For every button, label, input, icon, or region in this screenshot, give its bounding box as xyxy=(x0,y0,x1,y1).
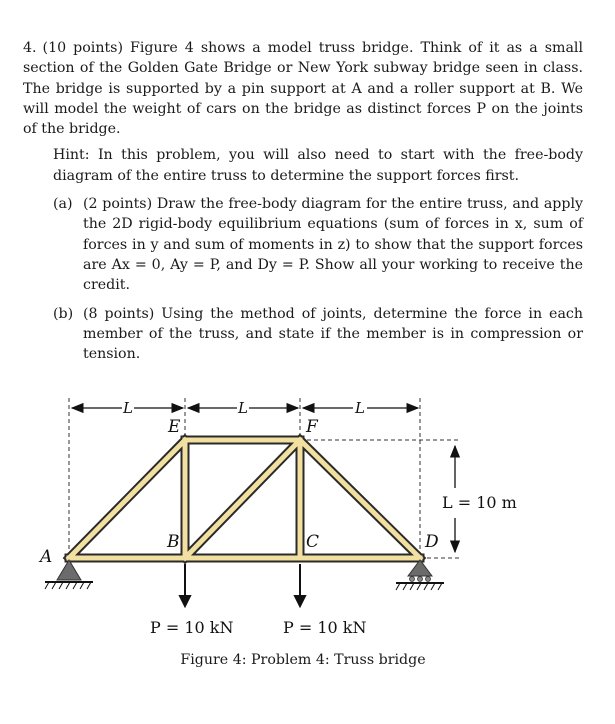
joint-label-F: F xyxy=(306,417,318,437)
load-arrowhead-B xyxy=(180,596,190,606)
part-a-text: (2 points) Draw the free-body diagram for the entire truss, and apply the 2D rigid-body equilibrium equations (sum of forces in x, sum of forces in y and sum of moments in z) to show that the support forces are Ax = 0, Ay = P, and Dy = P. Show all your working to receive the credit. xyxy=(83,196,583,294)
load-label-C: P = 10 kN xyxy=(283,618,367,637)
joint-label-A: A xyxy=(40,547,53,567)
problem-hint: Hint: In this problem, you will also need to start with the free-body diagram of the entire truss to determine the support forces first. xyxy=(53,147,583,184)
joint-label-C: C xyxy=(306,532,320,552)
problem-block xyxy=(23,38,583,364)
truss-diagram xyxy=(0,390,615,660)
part-a xyxy=(53,194,583,295)
problem-number: 4. xyxy=(23,40,37,56)
member-BF xyxy=(185,440,300,558)
truss-figure xyxy=(0,390,615,690)
span-label-2: L xyxy=(238,399,248,417)
load-label-B: P = 10 kN xyxy=(150,618,234,637)
joint-label-D: D xyxy=(425,532,439,552)
problem-intro xyxy=(23,38,583,139)
part-b-text: (8 points) Using the method of joints, determine the force in each member of the truss, and state if the member is in compression or tension. xyxy=(83,305,583,363)
joint-label-E: E xyxy=(168,417,181,437)
load-arrows xyxy=(180,564,305,606)
joint-label-B: B xyxy=(167,532,180,552)
truss-members xyxy=(69,440,420,558)
roller-support-D xyxy=(396,560,444,590)
part-a-label: (a) xyxy=(53,196,73,213)
span-label-1: L xyxy=(123,399,133,417)
load-arrowhead-C xyxy=(295,596,305,606)
height-label: L = 10 m xyxy=(442,493,517,512)
span-label-3: L xyxy=(355,399,365,417)
figure-caption: Figure 4: Problem 4: Truss bridge xyxy=(180,652,426,668)
problem-intro-text: (10 points) Figure 4 shows a model truss bridge. Think of it as a small section of the Golden Gate Bridge or New York subway bridge seen in class. The bridge is supported by a pin support at A and a roller support at B. We will model the weight of cars on the bridge as distinct forces P on the joints of the bridge. xyxy=(23,40,583,138)
part-b-label: (b) xyxy=(53,305,74,322)
part-b xyxy=(53,304,583,365)
